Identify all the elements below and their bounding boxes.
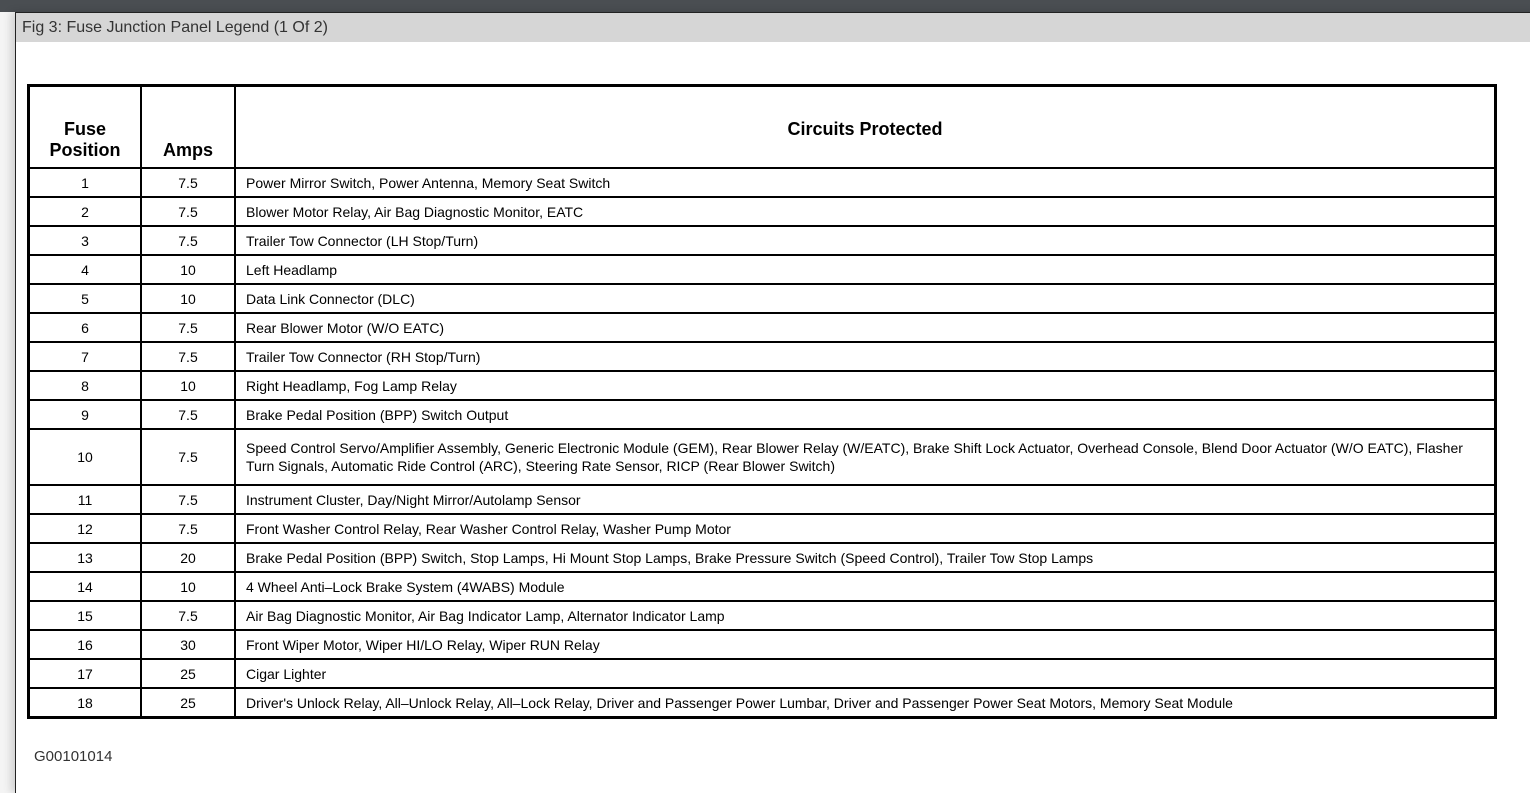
table-row [29, 485, 1496, 514]
circuits-cell: Instrument Cluster, Day/Night Mirror/Autolamp Sensor [235, 485, 1496, 514]
circuits-cell: Front Washer Control Relay, Rear Washer Control Relay, Washer Pump Motor [235, 514, 1496, 543]
fuse-position-cell: 15 [29, 601, 142, 630]
table-row [29, 659, 1496, 688]
table-row [29, 342, 1496, 371]
amps-cell: 25 [141, 688, 235, 718]
amps-cell: 7.5 [141, 342, 235, 371]
fuse-position-cell: 18 [29, 688, 142, 718]
table-row [29, 688, 1496, 718]
amps-cell: 10 [141, 572, 235, 601]
fuse-position-cell: 9 [29, 400, 142, 429]
fuse-position-cell: 5 [29, 284, 142, 313]
amps-cell: 25 [141, 659, 235, 688]
top-bar [0, 0, 1530, 12]
fuse-position-cell: 2 [29, 197, 142, 226]
amps-cell: 10 [141, 255, 235, 284]
table-row [29, 630, 1496, 659]
circuits-cell: Blower Motor Relay, Air Bag Diagnostic Monitor, EATC [235, 197, 1496, 226]
circuits-cell: Trailer Tow Connector (LH Stop/Turn) [235, 226, 1496, 255]
table-row [29, 226, 1496, 255]
table-row [29, 284, 1496, 313]
table-row [29, 572, 1496, 601]
header-amps: Amps [141, 86, 235, 169]
table-row [29, 514, 1496, 543]
circuits-cell: Trailer Tow Connector (RH Stop/Turn) [235, 342, 1496, 371]
fuse-legend-table [27, 84, 1497, 719]
table-row [29, 197, 1496, 226]
amps-cell: 10 [141, 371, 235, 400]
table-row [29, 429, 1496, 485]
amps-cell: 7.5 [141, 226, 235, 255]
table-row [29, 543, 1496, 572]
amps-cell: 7.5 [141, 429, 235, 485]
amps-cell: 7.5 [141, 197, 235, 226]
table-row [29, 313, 1496, 342]
fuse-position-cell: 6 [29, 313, 142, 342]
circuits-cell: Front Wiper Motor, Wiper HI/LO Relay, Wiper RUN Relay [235, 630, 1496, 659]
fuse-position-cell: 8 [29, 371, 142, 400]
fuse-position-cell: 4 [29, 255, 142, 284]
circuits-cell: Cigar Lighter [235, 659, 1496, 688]
table-row [29, 168, 1496, 197]
fuse-position-cell: 1 [29, 168, 142, 197]
amps-cell: 7.5 [141, 514, 235, 543]
circuits-cell: Right Headlamp, Fog Lamp Relay [235, 371, 1496, 400]
fuse-position-cell: 17 [29, 659, 142, 688]
table-row [29, 601, 1496, 630]
table-header-row [29, 86, 1496, 169]
amps-cell: 7.5 [141, 313, 235, 342]
circuits-cell: Air Bag Diagnostic Monitor, Air Bag Indicator Lamp, Alternator Indicator Lamp [235, 601, 1496, 630]
fuse-position-cell: 13 [29, 543, 142, 572]
fuse-position-cell: 16 [29, 630, 142, 659]
amps-cell: 7.5 [141, 485, 235, 514]
header-fuse-position: Fuse Position [29, 86, 142, 169]
circuits-cell: Brake Pedal Position (BPP) Switch, Stop Lamps, Hi Mount Stop Lamps, Brake Pressure Switch (Speed Control), Trailer Tow Stop Lamps [235, 543, 1496, 572]
fuse-position-cell: 3 [29, 226, 142, 255]
amps-cell: 7.5 [141, 400, 235, 429]
fuse-position-cell: 11 [29, 485, 142, 514]
circuits-cell: Left Headlamp [235, 255, 1496, 284]
amps-cell: 7.5 [141, 601, 235, 630]
table-row [29, 400, 1496, 429]
circuits-cell: Brake Pedal Position (BPP) Switch Output [235, 400, 1496, 429]
amps-cell: 7.5 [141, 168, 235, 197]
circuits-cell: Driver's Unlock Relay, All–Unlock Relay, All–Lock Relay, Driver and Passenger Power Lumbar, Driver and Passenger Power Seat Motors, Memory Seat Module [235, 688, 1496, 718]
fuse-position-cell: 12 [29, 514, 142, 543]
circuits-cell: 4 Wheel Anti–Lock Brake System (4WABS) Module [235, 572, 1496, 601]
fuse-position-cell: 10 [29, 429, 142, 485]
amps-cell: 30 [141, 630, 235, 659]
fuse-position-cell: 14 [29, 572, 142, 601]
table-row [29, 371, 1496, 400]
header-circuits-protected: Circuits Protected [235, 86, 1496, 169]
figure-code: G00101014 [34, 748, 113, 765]
amps-cell: 10 [141, 284, 235, 313]
circuits-cell: Rear Blower Motor (W/O EATC) [235, 313, 1496, 342]
circuits-cell: Speed Control Servo/Amplifier Assembly, Generic Electronic Module (GEM), Rear Blower Relay (W/EATC), Brake Shift Lock Actuator, Overhead Console, Blend Door Actuator (W/O EATC), Flasher Turn Signals, Automatic Ride Control (ARC), Steering Rate Sensor, RICP (Rear Blower Switch) [235, 429, 1496, 485]
circuits-cell: Power Mirror Switch, Power Antenna, Memory Seat Switch [235, 168, 1496, 197]
amps-cell: 20 [141, 543, 235, 572]
table-row [29, 255, 1496, 284]
fuse-position-cell: 7 [29, 342, 142, 371]
circuits-cell: Data Link Connector (DLC) [235, 284, 1496, 313]
figure-title: Fig 3: Fuse Junction Panel Legend (1 Of 2) [16, 13, 1530, 42]
